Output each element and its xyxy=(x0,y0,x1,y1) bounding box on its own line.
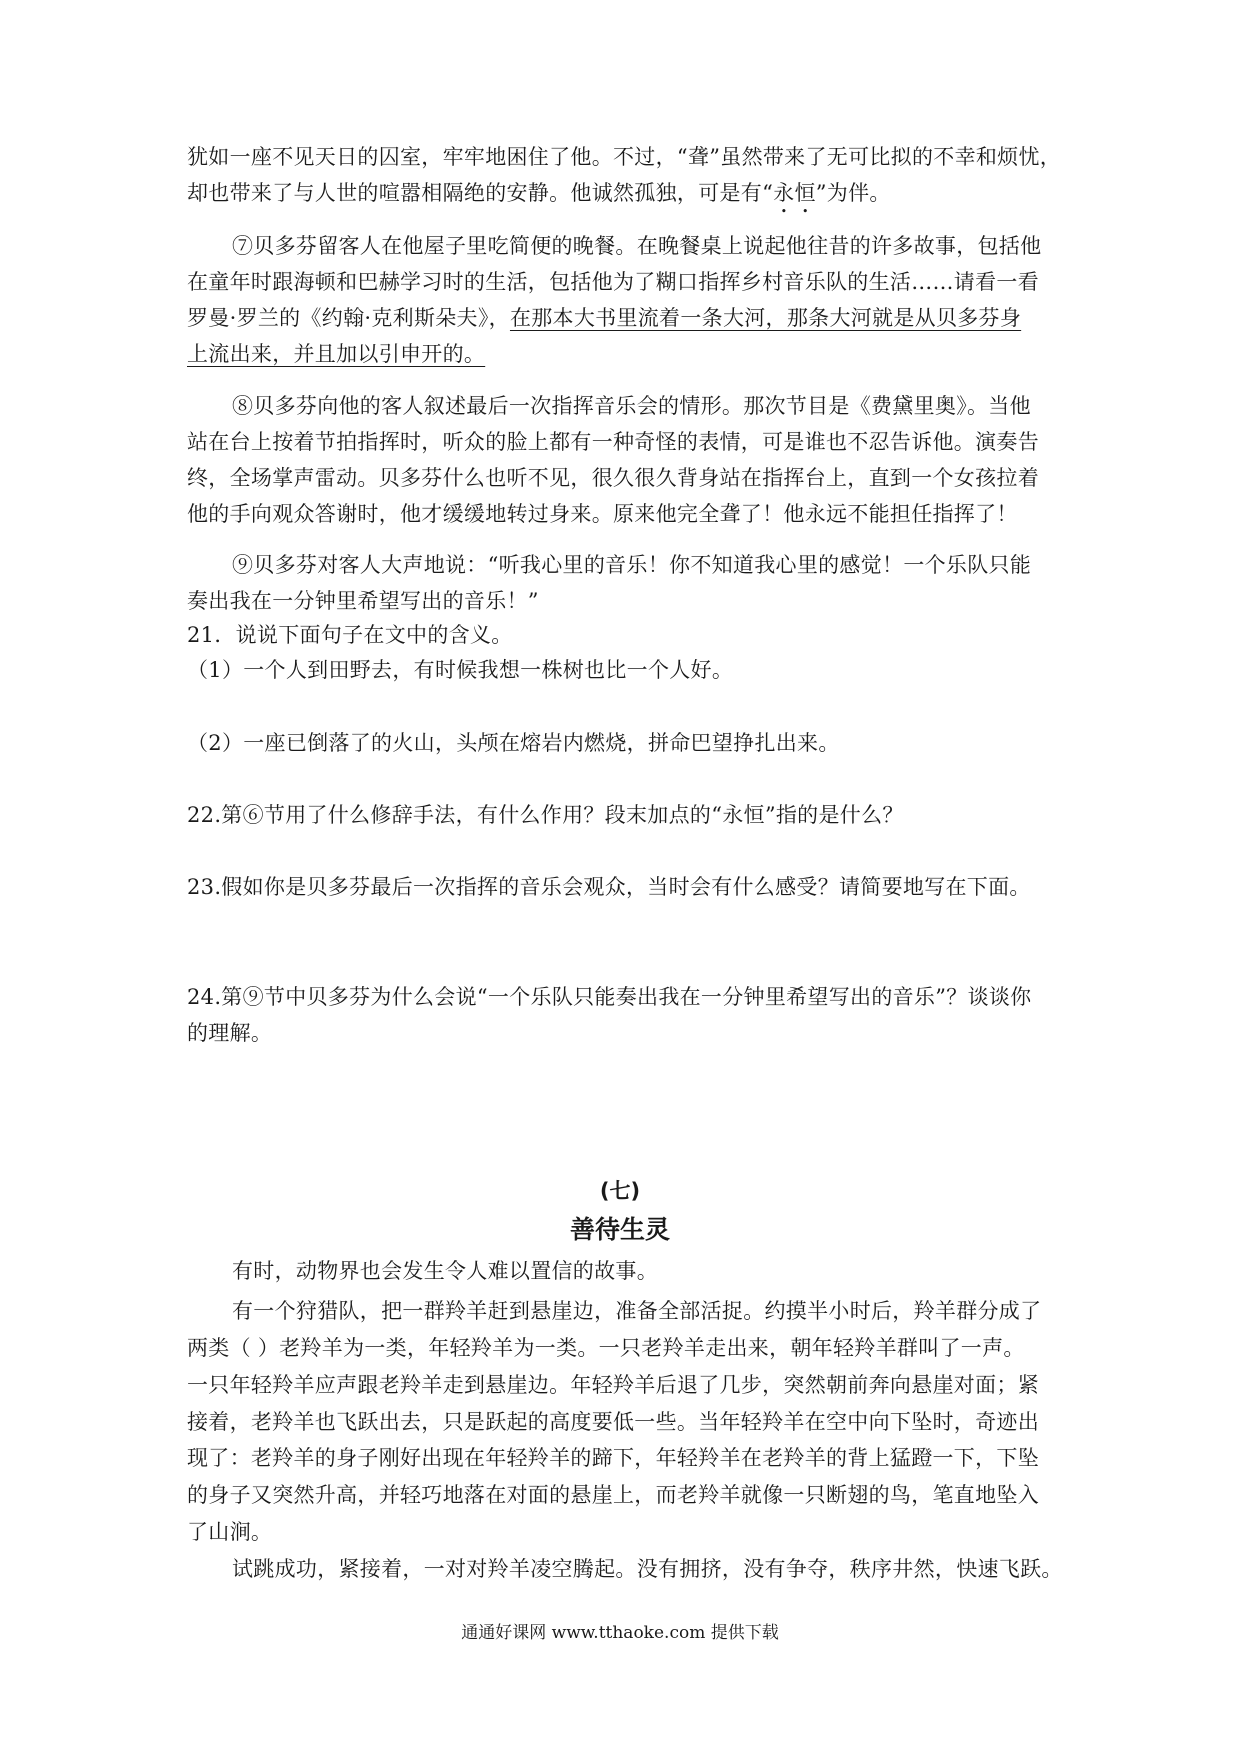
paragraph-7-line-2: 在童年时跟海顿和巴赫学习时的生活，包括他为了糊口指挥乡村音乐队的生活……请看一看 xyxy=(187,270,1039,294)
paragraph-6-line-2-text-a: 却也带来了与人世的喧嚣相隔绝的安静。他诚然孤独，可是有“ xyxy=(187,181,774,205)
passage-7-line-3: 两类（ ）老羚羊为一类，年轻羚羊为一类。一只老羚羊走出来，朝年轻羚羊群叫了一声。 xyxy=(187,1336,1025,1360)
page-footer: 通通好课网 www.tthaoke.com 提供下载 xyxy=(461,1623,779,1643)
question-21-item-1: （1）一个人到田野去，有时候我想一株树也比一个人好。 xyxy=(187,658,734,682)
question-24-line-1: 24.第⑨节中贝多芬为什么会说“一个乐队只能奏出我在一分钟里希望写出的音乐”？谈谈你 xyxy=(187,985,1032,1009)
passage-7-line-5: 接着，老羚羊也飞跃出去，只是跃起的高度要低一些。当年轻羚羊在空中向下坠时，奇迹出 xyxy=(187,1410,1039,1434)
emphasized-word-yongheng: 永恒 xyxy=(773,181,816,205)
passage-title: 善待生灵 xyxy=(569,1215,670,1244)
paragraph-6-line-2-text-b: ”为伴。 xyxy=(815,181,891,205)
paragraph-6-line-1: 犹如一座不见天日的囚室，牢牢地困住了他。不过，“聋”虽然带来了无可比拟的不幸和烦忧， xyxy=(187,145,1062,169)
question-21: 21．说说下面句子在文中的含义。 xyxy=(187,623,513,647)
underlined-sentence-part-2: 上流出来，并且加以引申开的。 xyxy=(187,342,486,366)
paragraph-8-line-4: 他的手向观众答谢时，他才缓缓地转过身来。原来他完全聋了！他永远不能担任指挥了！ xyxy=(187,502,1018,526)
paragraph-9-line-2: 奏出我在一分钟里希望写出的音乐！” xyxy=(187,589,539,613)
question-24-line-2: 的理解。 xyxy=(187,1021,273,1045)
question-21-item-2: （2）一座已倒落了的火山，头颅在熔岩内燃烧，拼命巴望挣扎出来。 xyxy=(187,731,840,755)
underlined-sentence-part-1: 在那本大书里流着一条大河，那条大河就是从贝多芬身 xyxy=(509,306,1022,330)
paragraph-7-line-4 xyxy=(187,339,485,369)
passage-7-line-2: 有一个狩猎队，把一群羚羊赶到悬崖边，准备全部活捉。约摸半小时后，羚羊群分成了 xyxy=(232,1299,1042,1323)
paragraph-9-line-1: ⑨贝多芬对客人大声地说：“听我心里的音乐！你不知道我心里的感觉！一个乐队只能 xyxy=(232,553,1032,577)
section-number: (七) xyxy=(599,1179,641,1203)
passage-7-line-8: 了山涧。 xyxy=(187,1520,273,1544)
paragraph-8-line-1: ⑧贝多芬向他的客人叙述最后一次指挥音乐会的情形。那次节目是《费黛里奥》。当他 xyxy=(232,394,1031,418)
passage-7-line-9: 试跳成功，紧接着，一对对羚羊凌空腾起。没有拥挤，没有争夺，秩序井然，快速飞跃。 xyxy=(232,1557,1063,1581)
question-23: 23.假如你是贝多芬最后一次指挥的音乐会观众，当时会有什么感受？请简要地写在下面。 xyxy=(187,875,1031,899)
paragraph-7-line-1: ⑦贝多芬留客人在他屋子里吃简便的晚餐。在晚餐桌上说起他往昔的许多故事，包括他 xyxy=(232,234,1042,258)
paragraph-7-line-3-text: 罗曼·罗兰的《约翰·克利斯朵夫》， xyxy=(187,306,510,330)
paragraph-7-line-3 xyxy=(187,303,1021,333)
passage-7-line-1: 有时，动物界也会发生令人难以置信的故事。 xyxy=(232,1259,658,1283)
paragraph-6-line-2 xyxy=(187,178,891,218)
question-22: 22.第⑥节用了什么修辞手法，有什么作用？段末加点的“永恒”指的是什么？ xyxy=(187,803,904,827)
paragraph-8-line-3: 终，全场掌声雷动。贝多芬什么也听不见，很久很久背身站在指挥台上，直到一个女孩拉着 xyxy=(187,466,1039,490)
passage-7-line-4: 一只年轻羚羊应声跟老羚羊走到悬崖边。年轻羚羊后退了几步，突然朝前奔向悬崖对面；紧 xyxy=(187,1373,1039,1397)
passage-7-line-7: 的身子又突然升高，并轻巧地落在对面的悬崖上，而老羚羊就像一只断翅的鸟，笔直地坠入 xyxy=(187,1483,1039,1507)
paragraph-8-line-2: 站在台上按着节拍指挥时，听众的脸上都有一种奇怪的表情，可是谁也不忍告诉他。演奏告 xyxy=(187,430,1039,454)
passage-7-line-6: 现了：老羚羊的身子刚好出现在年轻羚羊的蹄下，年轻羚羊在老羚羊的背上猛蹬一下，下坠 xyxy=(187,1446,1039,1470)
